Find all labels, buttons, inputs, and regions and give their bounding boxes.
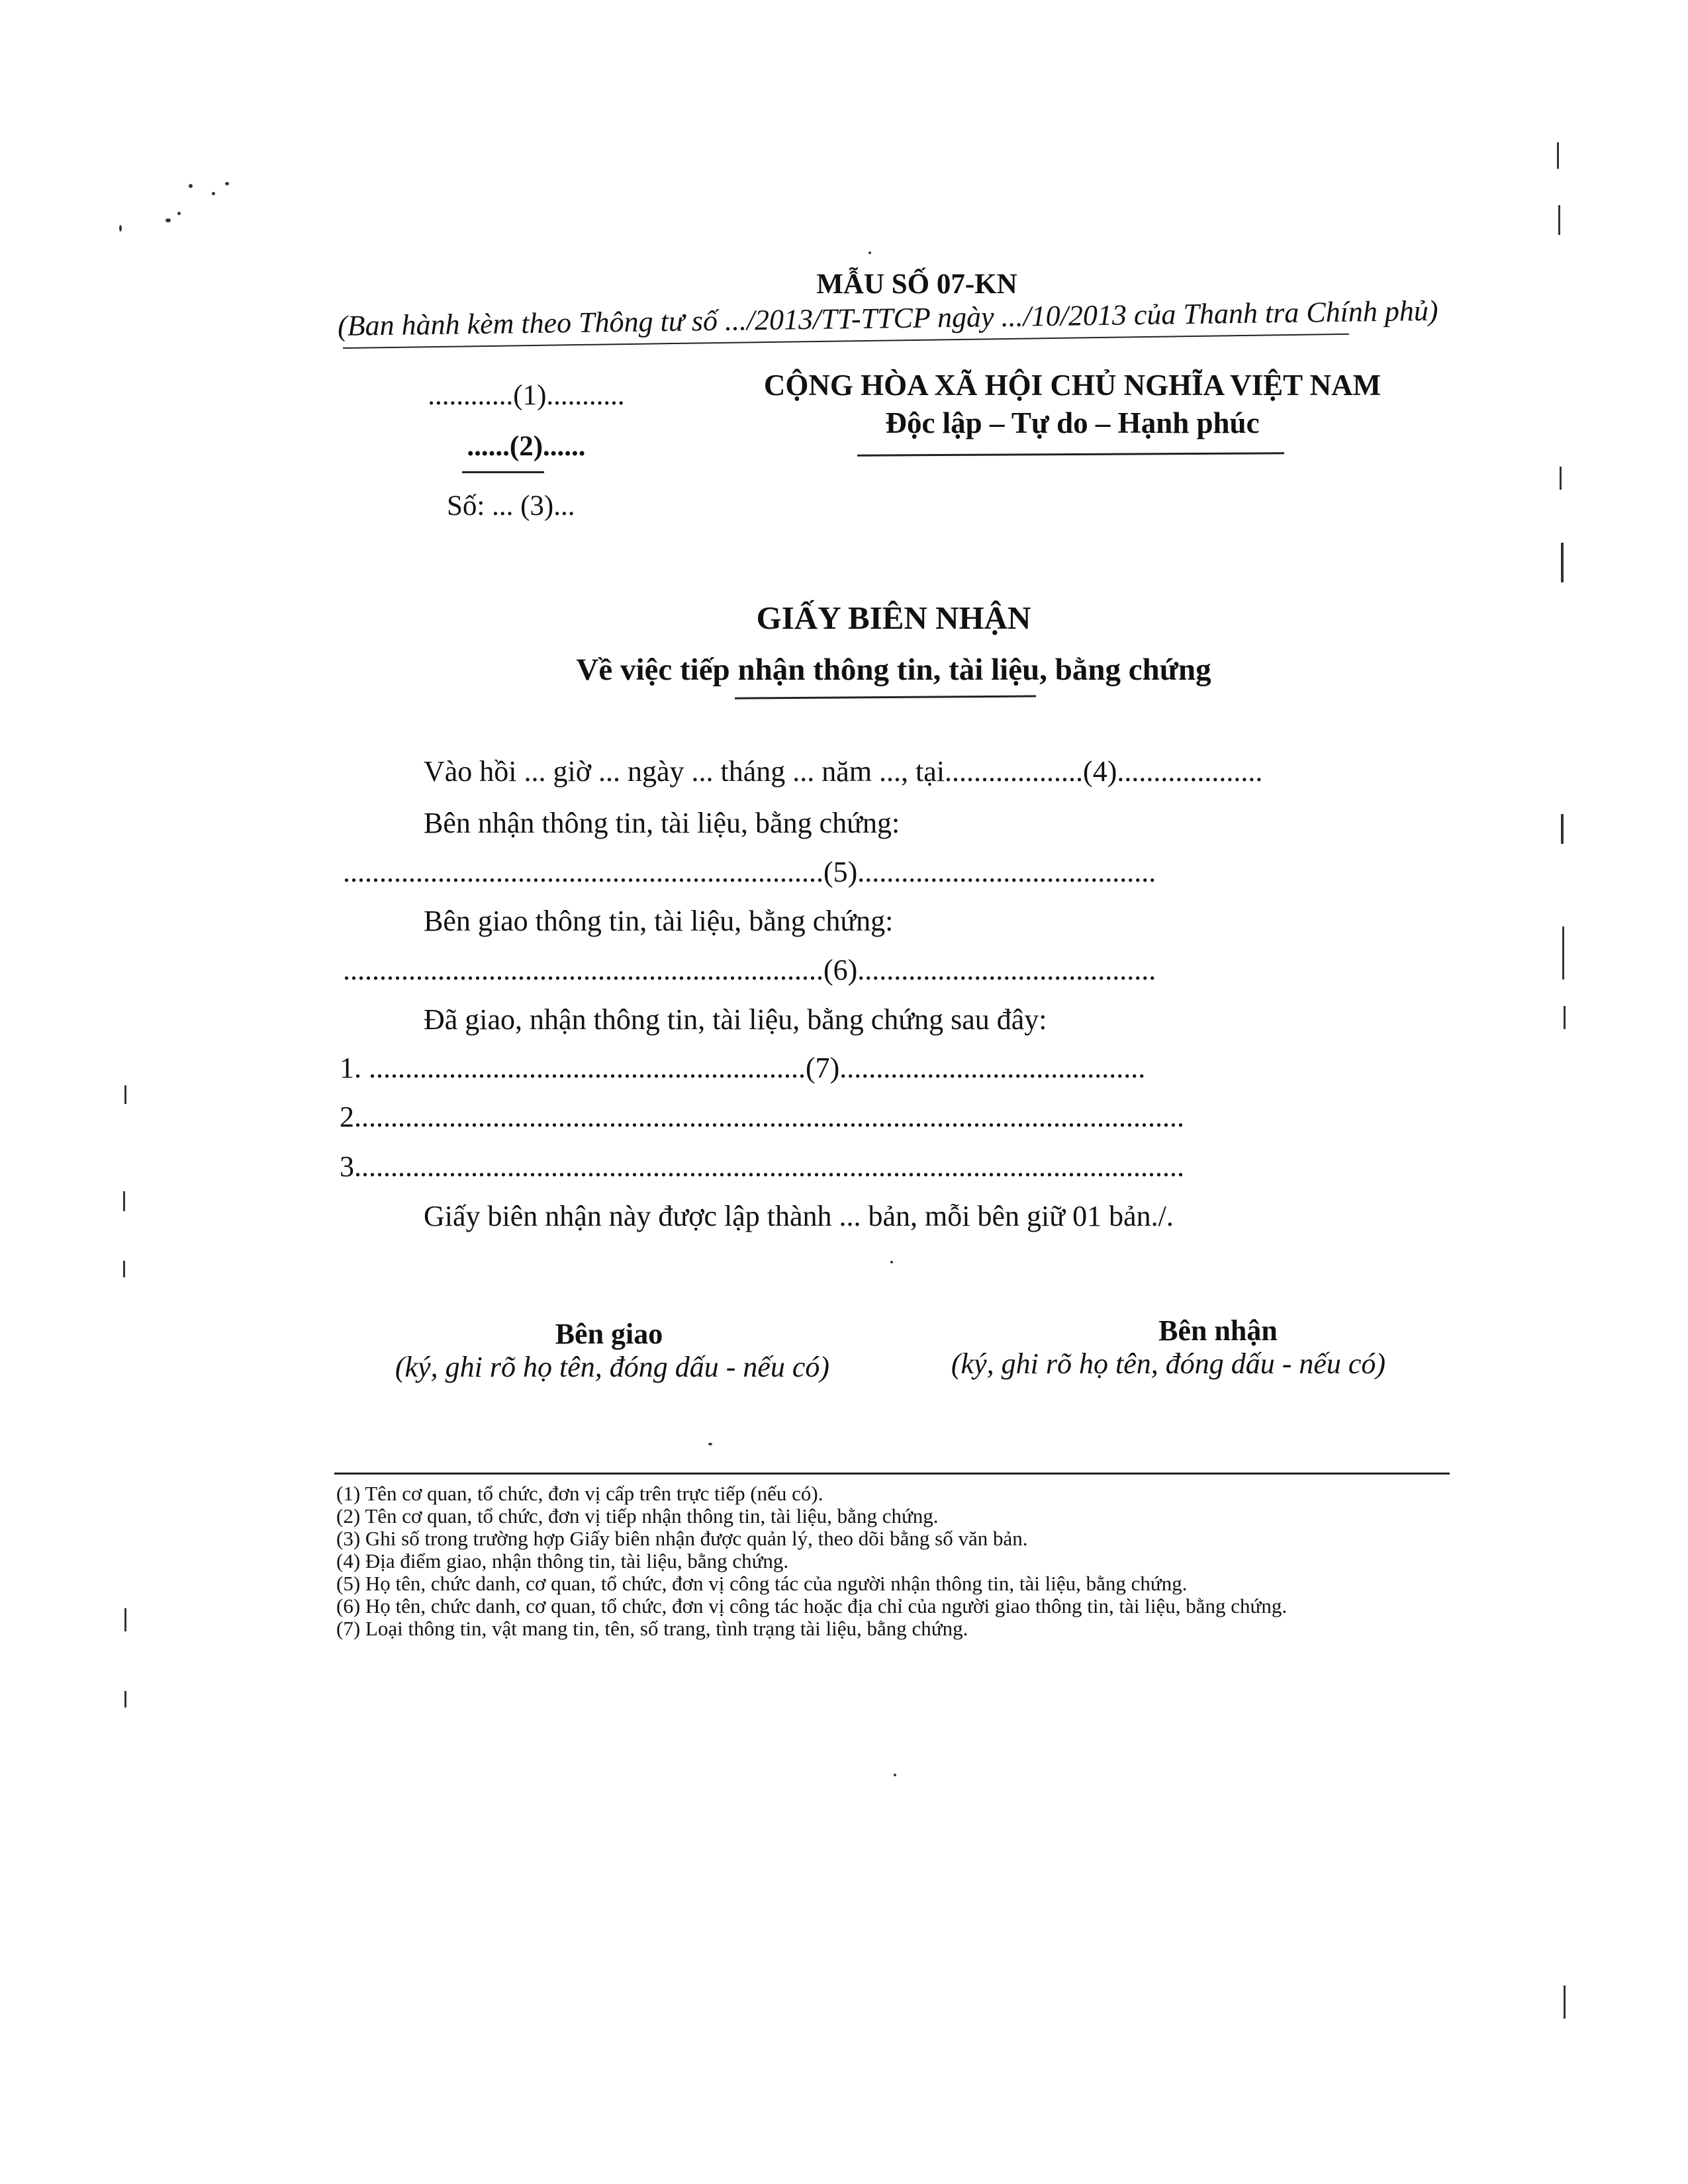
giver-signature-note: (ký, ghi rõ họ tên, đóng dấu - nếu có) xyxy=(395,1351,830,1383)
scan-speck xyxy=(212,192,215,195)
giver-label: Bên giao thông tin, tài liệu, bằng chứng: xyxy=(424,905,894,937)
scan-edge-mark xyxy=(1561,814,1564,844)
footnote-separator xyxy=(334,1473,1450,1475)
footnote-1: (1) Tên cơ quan, tổ chức, đơn vị cấp trên trực tiếp (nếu có). xyxy=(336,1482,823,1505)
giver-fill-line: ..................................................................(6)......................................... xyxy=(343,954,1156,986)
scan-edge-mark xyxy=(124,1085,126,1104)
footnote-2: (2) Tên cơ quan, tổ chức, đơn vị tiếp nhận thông tin, tài liệu, bằng chứng. xyxy=(336,1504,939,1527)
receiving-org-placeholder: ......(2)...... xyxy=(467,431,586,462)
scan-edge-mark xyxy=(1564,1985,1566,2019)
scan-edge-mark xyxy=(124,1608,126,1631)
footnote-5: (5) Họ tên, chức danh, cơ quan, tổ chức, đơn vị công tác của người nhận thông tin, tài liệu, bằng chứng. xyxy=(336,1572,1188,1595)
footnote-3: (3) Ghi số trong trường hợp Giấy biên nhận được quản lý, theo dõi bằng số văn bản. xyxy=(336,1527,1028,1550)
items-label: Đã giao, nhận thông tin, tài liệu, bằng chứng sau đây: xyxy=(424,1003,1047,1036)
scan-speck xyxy=(894,1774,896,1776)
scan-edge-mark xyxy=(1560,467,1562,490)
receiver-label: Bên nhận thông tin, tài liệu, bằng chứng: xyxy=(424,807,900,839)
scan-edge-mark xyxy=(123,1191,125,1211)
item-line-3: 3.................................................................................................................. xyxy=(340,1150,1184,1183)
issuance-note: (Ban hành kèm theo Thông tư số .../2013/TT-TTCP ngày .../10/2013 của Thanh tra Chính phủ) xyxy=(337,294,1438,342)
national-title: CỘNG HÒA XÃ HỘI CHỦ NGHĨA VIỆT NAM xyxy=(763,369,1382,402)
scan-speck xyxy=(868,251,871,254)
scan-edge-mark xyxy=(1562,927,1564,979)
scan-speck xyxy=(708,1443,712,1445)
motto-underline xyxy=(857,452,1284,456)
time-place-line: Vào hồi ... giờ ... ngày ... tháng ... năm ..., tại...................(4).................... xyxy=(424,755,1263,788)
footnote-7: (7) Loại thông tin, vật mang tin, tên, số trang, tình trạng tài liệu, bằng chứng. xyxy=(336,1617,968,1640)
scan-speck xyxy=(177,212,181,215)
scan-edge-mark xyxy=(124,1691,126,1707)
scan-speck xyxy=(119,225,122,232)
scan-edge-mark xyxy=(1564,1006,1566,1029)
national-motto: Độc lập – Tự do – Hạnh phúc xyxy=(885,406,1260,439)
item-line-1: 1. ............................................................(7).......................................... xyxy=(340,1052,1146,1084)
giver-signature-label: Bên giao xyxy=(555,1318,663,1350)
scan-speck xyxy=(225,182,229,185)
receiver-signature-label: Bên nhận xyxy=(1158,1314,1278,1347)
scan-speck xyxy=(189,184,193,188)
scan-edge-mark xyxy=(123,1261,125,1277)
footnote-4: (4) Địa điểm giao, nhận thông tin, tài liệu, bằng chứng. xyxy=(336,1549,789,1572)
receiver-signature-note: (ký, ghi rõ họ tên, đóng dấu - nếu có) xyxy=(951,1347,1386,1380)
scan-edge-mark xyxy=(1557,142,1559,169)
document-subtitle: Về việc tiếp nhận thông tin, tài liệu, bằng chứng xyxy=(576,653,1211,687)
scan-speck xyxy=(165,218,171,222)
closing-statement: Giấy biên nhận này được lập thành ... bản, mỗi bên giữ 01 bản./. xyxy=(424,1200,1174,1232)
footnotes xyxy=(336,1482,1448,1640)
scan-edge-mark xyxy=(1561,543,1564,582)
item-line-2: 2.................................................................................................................. xyxy=(340,1101,1184,1133)
form-code: MẪU SỐ 07-KN xyxy=(816,269,1017,300)
scan-edge-mark xyxy=(1558,205,1560,235)
subtitle-underline xyxy=(735,695,1036,699)
receiver-fill-line: ..................................................................(5)......................................... xyxy=(343,856,1156,888)
scan-speck xyxy=(890,1261,893,1263)
receiving-org-underline xyxy=(462,471,544,473)
document-number: Số: ... (3)... xyxy=(447,490,575,522)
document-title: GIẤY BIÊN NHẬN xyxy=(756,600,1031,636)
superior-org-placeholder: ............(1)........... xyxy=(428,380,625,411)
footnote-6: (6) Họ tên, chức danh, cơ quan, tổ chức, đơn vị công tác hoặc địa chỉ của người giao thông tin, tài liệu, bằng chứng. xyxy=(336,1594,1288,1617)
